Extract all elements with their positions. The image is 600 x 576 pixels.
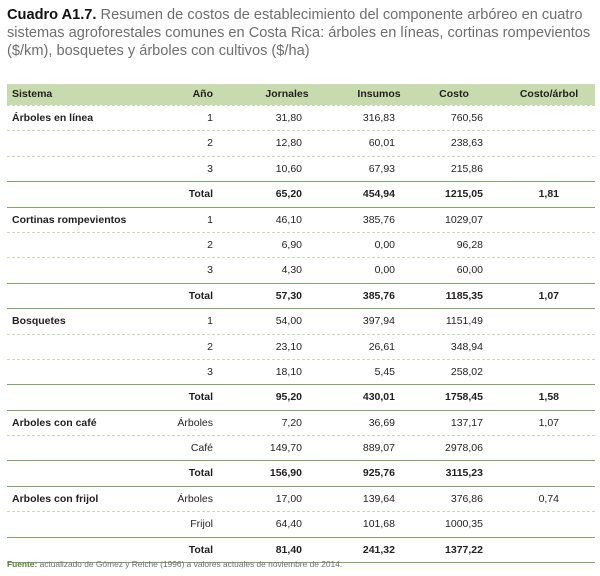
cell-ano: 1	[207, 315, 213, 328]
cell-costo: 376,86	[450, 492, 483, 505]
cell-jornales: 95,20	[275, 391, 302, 404]
cell-costo-arbol: 1,58	[538, 391, 559, 404]
header-sistema: Sistema	[12, 88, 53, 100]
cell-costo-arbol: 0,74	[538, 492, 559, 505]
cell-insumos: 26,61	[368, 340, 395, 353]
cell-costo: 1377,22	[445, 543, 483, 556]
cell-jornales: 46,10	[275, 213, 302, 226]
cell-ano: Total	[188, 188, 213, 201]
cell-sistema: Arboles con frijol	[12, 492, 99, 505]
table-row	[7, 334, 595, 359]
cell-ano: 2	[207, 340, 213, 353]
header-ano: Año	[192, 88, 213, 100]
cell-sistema: Árboles en línea	[12, 112, 94, 124]
cell-costo: 258,02	[450, 365, 483, 378]
header-costo: Costo	[439, 88, 469, 100]
cell-ano: 3	[207, 365, 213, 378]
table-header-row	[7, 84, 595, 105]
cost-table	[7, 84, 595, 563]
cell-costo: 1758,45	[445, 391, 483, 404]
caption-label: Cuadro A1.7.	[7, 7, 97, 23]
cell-ano: Café	[190, 442, 213, 455]
cell-insumos: 316,83	[362, 112, 395, 124]
cell-ano: Frijol	[190, 518, 213, 531]
cell-costo: 1000,35	[445, 518, 483, 531]
cell-costo: 137,17	[450, 416, 483, 429]
cell-ano: Árboles	[177, 492, 213, 505]
cell-ano: Total	[188, 543, 213, 556]
cell-costo: 2978,06	[445, 442, 483, 455]
cell-costo: 96,28	[456, 238, 483, 251]
cell-ano: Total	[188, 467, 213, 480]
cell-jornales: 12,80	[275, 137, 302, 150]
cell-costo: 1215,05	[445, 188, 483, 201]
table-total-row	[7, 384, 595, 409]
cell-ano: 2	[207, 137, 213, 150]
cell-insumos: 430,01	[362, 391, 395, 404]
source-label: Fuente:	[7, 559, 38, 569]
source-note	[7, 559, 342, 569]
cell-costo: 3115,23	[445, 467, 483, 480]
cell-ano: Total	[188, 391, 213, 404]
cell-insumos: 0,00	[374, 264, 395, 277]
cell-insumos: 5,45	[374, 365, 395, 378]
cell-jornales: 54,00	[275, 315, 302, 328]
cell-insumos: 385,76	[362, 213, 395, 226]
cell-sistema: Cortinas rompevientos	[12, 213, 127, 226]
cell-ano: Árboles	[177, 416, 213, 429]
cell-insumos: 0,00	[374, 238, 395, 251]
table-total-row	[7, 283, 595, 308]
header-insumos: Insumos	[357, 88, 401, 100]
cell-costo-arbol: 1,81	[538, 188, 559, 201]
table-body	[7, 105, 595, 563]
cell-ano: Total	[188, 289, 213, 302]
cell-costo: 348,94	[450, 340, 483, 353]
table-row	[7, 410, 595, 435]
cell-ano: 1	[207, 213, 213, 226]
table-row	[7, 511, 595, 536]
cell-ano: 1	[207, 112, 213, 124]
source-text: actualizado de Gómez y Reiche (1996) a valores actuales de noviembre de 2014.	[39, 559, 343, 569]
table-total-row	[7, 181, 595, 206]
caption-text: Resumen de costos de establecimiento del componente arbóreo en cuatro sistemas agroforestales comunes en Costa Rica: árboles en líneas, cortinas rompevientos ($/km), bosquetes y árboles con cultivos ($/ha)	[7, 7, 591, 59]
cell-insumos: 101,68	[362, 518, 395, 531]
cell-insumos: 36,69	[368, 416, 395, 429]
cell-insumos: 60,01	[368, 137, 395, 150]
cell-sistema: Bosquetes	[12, 315, 66, 328]
cell-jornales: 65,20	[275, 188, 302, 201]
cell-jornales: 4,30	[281, 264, 302, 277]
table-row	[7, 232, 595, 257]
table-caption	[7, 6, 595, 60]
table-row	[7, 486, 595, 511]
cell-jornales: 156,90	[269, 467, 302, 480]
cell-ano: 2	[207, 238, 213, 251]
table-row	[7, 130, 595, 155]
cell-jornales: 17,00	[275, 492, 302, 505]
cell-jornales: 10,60	[275, 162, 302, 175]
cell-insumos: 889,07	[362, 442, 395, 455]
cell-jornales: 23,10	[275, 340, 302, 353]
cell-jornales: 7,20	[281, 416, 302, 429]
cell-jornales: 81,40	[275, 543, 302, 556]
cell-costo: 1151,49	[445, 315, 483, 328]
cell-jornales: 31,80	[275, 112, 302, 124]
table-total-row	[7, 460, 595, 485]
table-row	[7, 156, 595, 181]
cell-jornales: 64,40	[275, 518, 302, 531]
cell-costo: 60,00	[456, 264, 483, 277]
cell-costo-arbol: 1,07	[538, 289, 559, 302]
table-row	[7, 308, 595, 333]
cell-jornales: 57,30	[275, 289, 302, 302]
table-row	[7, 435, 595, 460]
table-row	[7, 207, 595, 232]
table-row	[7, 359, 595, 384]
cell-ano: 3	[207, 162, 213, 175]
cell-ano: 3	[207, 264, 213, 277]
table-row	[7, 257, 595, 282]
cell-costo-arbol: 1,07	[538, 416, 559, 429]
cell-costo: 760,56	[450, 112, 483, 124]
cell-jornales: 149,70	[269, 442, 302, 455]
cell-jornales: 18,10	[275, 365, 302, 378]
cell-costo: 1185,35	[445, 289, 483, 302]
cell-jornales: 6,90	[281, 238, 302, 251]
header-costo-arbol: Costo/árbol	[519, 88, 579, 100]
cell-costo: 215,86	[450, 162, 483, 175]
cell-insumos: 67,93	[368, 162, 395, 175]
cell-costo: 1029,07	[445, 213, 483, 226]
cell-insumos: 385,76	[362, 289, 395, 302]
cell-insumos: 925,76	[362, 467, 395, 480]
header-jornales: Jornales	[265, 88, 309, 100]
cell-insumos: 139,64	[362, 492, 395, 505]
cell-insumos: 397,94	[362, 315, 395, 328]
cell-sistema: Arboles con café	[12, 416, 97, 429]
cell-costo: 238,63	[450, 137, 483, 150]
cell-insumos: 454,94	[362, 188, 395, 201]
cell-insumos: 241,32	[362, 543, 395, 556]
table-row	[7, 105, 595, 130]
